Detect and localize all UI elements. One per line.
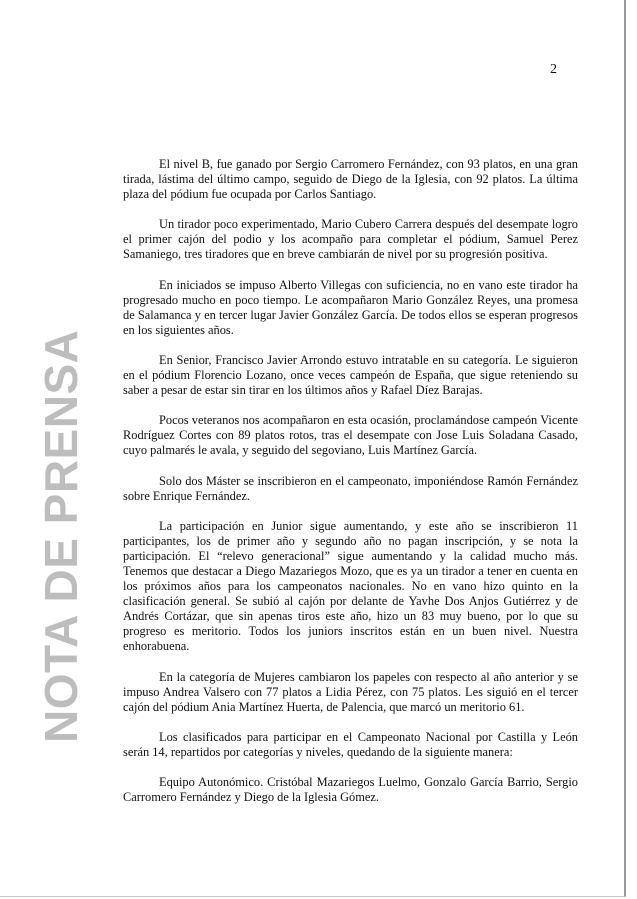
press-release-banner: NOTA DE PRENSA bbox=[35, 329, 87, 743]
document-body bbox=[123, 157, 578, 820]
paragraph-senior: En Senior, Francisco Javier Arrondo estuvo intratable en su categoría. Le siguieron en el pódium Florencio Lozano, once veces campeón de España, que sigue reteniendo su saber a pesar de estar sin tirar en los últimos años y Rafael Díez Barajas. bbox=[123, 352, 578, 398]
paragraph-junior: La participación en Junior sigue aumentando, y este año se inscribieron 11 participantes, los de primer año y segundo año no pagan inscripción, y se nota la participación. El “relevo generacional” sigue aumentando y la calidad mucho más. Tenemos que destacar a Diego Mazariegos Mozo, que es ya un tirador a tener en cuenta en los próximos años para los campeonatos nacionales. No en vano hizo quinto en la clasificación general. Se subió al cajón por delante de Yavhe Dos Anjos Gutiérrez y de Andrés Cortázar, que sin apenas tiros este año, hizo un 83 muy bueno, por lo que su progreso es meritorio. Todos los juniors inscritos están en un buen nivel. Nuestra enhorabuena. bbox=[123, 518, 578, 654]
paragraph-master: Solo dos Máster se inscribieron en el campeonato, imponiéndose Ramón Fernández sobre Enrique Fernández. bbox=[123, 473, 578, 503]
paragraph-mujeres: En la categoría de Mujeres cambiaron los papeles con respecto al año anterior y se impuso Andrea Valsero con 77 platos a Lidia Pérez, con 75 platos. Les siguió en el tercer cajón del pódium Ania Martínez Huerta, de Palencia, que marcó un meritorio 61. bbox=[123, 669, 578, 714]
page-number: 2 bbox=[550, 62, 557, 77]
paragraph-nivel-b: El nivel B, fue ganado por Sergio Carromero Fernández, con 93 platos, en una gran tirada, lástima del último campo, seguido de Diego de la Iglesia, con 92 platos. La última plaza del pódium fue ocupada por Carlos Santiago. bbox=[123, 157, 578, 202]
paragraph-clasificados: Los clasificados para participar en el Campeonato Nacional por Castilla y León serán 14, repartidos por categorías y niveles, quedando de la siguiente manera: bbox=[123, 729, 578, 759]
paragraph-veteranos: Pocos veteranos nos acompañaron en esta ocasión, proclamándose campeón Vicente Rodríguez Cortes con 89 platos rotos, tras el desempate con Jose Luis Soladana Casado, cuyo palmarés le avala, y seguido del segoviano, Luis Martínez García. bbox=[123, 413, 578, 458]
paragraph-iniciados: En iniciados se impuso Alberto Villegas con suficiencia, no en vano este tirador ha progresado mucho en poco tiempo. Le acompañaron Mario González Reyes, una promesa de Salamanca y en tercer lugar Javier González García. De todos ellos se esperan progresos en los siguientes años. bbox=[123, 277, 578, 337]
paragraph-nivel-c: Un tirador poco experimentado, Mario Cubero Carrera después del desempate logro el primer cajón del podio y los acompaño para completar el pódium, Samuel Perez Samaniego, tres tiradores que en breve cambiarán de nivel por su progresión positiva. bbox=[123, 217, 578, 262]
paragraph-equipo-autonomico: Equipo Autonómico. Cristóbal Mazariegos Luelmo, Gonzalo García Barrio, Sergio Carromero Fernández y Diego de la Iglesia Gómez. bbox=[123, 775, 578, 805]
